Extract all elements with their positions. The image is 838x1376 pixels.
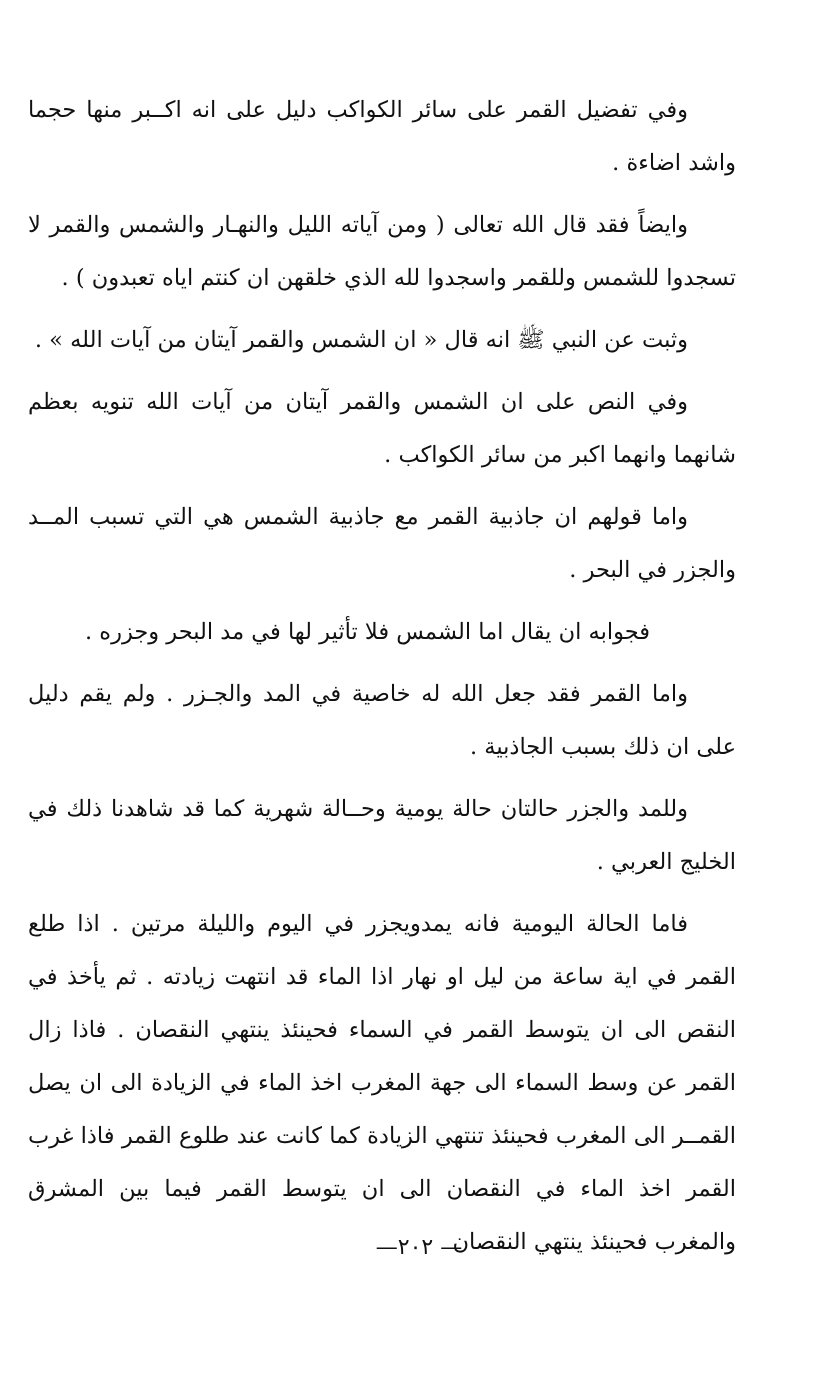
paragraph-tide-states: وللمد والجزر حالتان حالة يومية وحــالة شهرية كما قد شاهدنا ذلك في الخليج العربي . bbox=[28, 796, 736, 875]
paragraph-hadith: وثبت عن النبي ﷺ انه قال « ان الشمس والقمر آيتان من آيات الله » . bbox=[34, 327, 688, 353]
paragraph-gravity-claim: واما قولهم ان جاذبية القمر مع جاذبية الشمس هي التي تسبب المــد والجزر في البحر . bbox=[28, 504, 736, 583]
paragraph-daily-tide: فاما الحالة اليومية فانه يمدويجزر في اليوم والليلة مرتين . اذا طلع القمر في اية ساعة من ليل او نهار اذا الماء قد انتهت زيادته . ثم يأخذ في النقص الى ان يتوسط القمر في السماء فحينئذ ينتهي النقصان . فاذا زال القمر عن وسط السماء الى جهة المغرب اخذ الماء في الزيادة الى ان يصل القمــر الى المغرب فحينئذ تنتهي الزيادة كما كانت عند طلوع القمر فاذا غرب القمر اخذ الماء في النقصان الى ان يتوسط القمر فيما بين المشرق والمغرب فحينئذ ينتهي النقصان bbox=[28, 911, 736, 1255]
paragraph-answer: فجوابه ان يقال اما الشمس فلا تأثير لها في مد البحر وجزره . bbox=[84, 619, 650, 645]
page-number: — ٢٠٢— bbox=[375, 1235, 463, 1260]
paragraph-moon-preference: وفي تفضيل القمر على سائر الكواكب دليل على انه اكــبر منها حجما واشد اضاءة . bbox=[28, 97, 736, 176]
paragraph-moon-property: واما القمر فقد جعل الله له خاصية في المد والجـزر . ولم يقم دليل على ان ذلك بسبب الجاذبية . bbox=[28, 681, 736, 760]
paragraph-text-note: وفي النص على ان الشمس والقمر آيتان من آيات الله تنويه بعظم شانهما وانهما اكبر من سائر الكواكب . bbox=[28, 389, 736, 468]
document-body bbox=[28, 84, 736, 1278]
paragraph-quran-verse: وايضاً فقد قال الله تعالى ( ومن آياته الليل والنهـار والشمس والقمر لا تسجدوا للشمس وللقمر واسجدوا لله الذي خلقهن ان كنتم اياه تعبدون ) . bbox=[28, 212, 736, 291]
